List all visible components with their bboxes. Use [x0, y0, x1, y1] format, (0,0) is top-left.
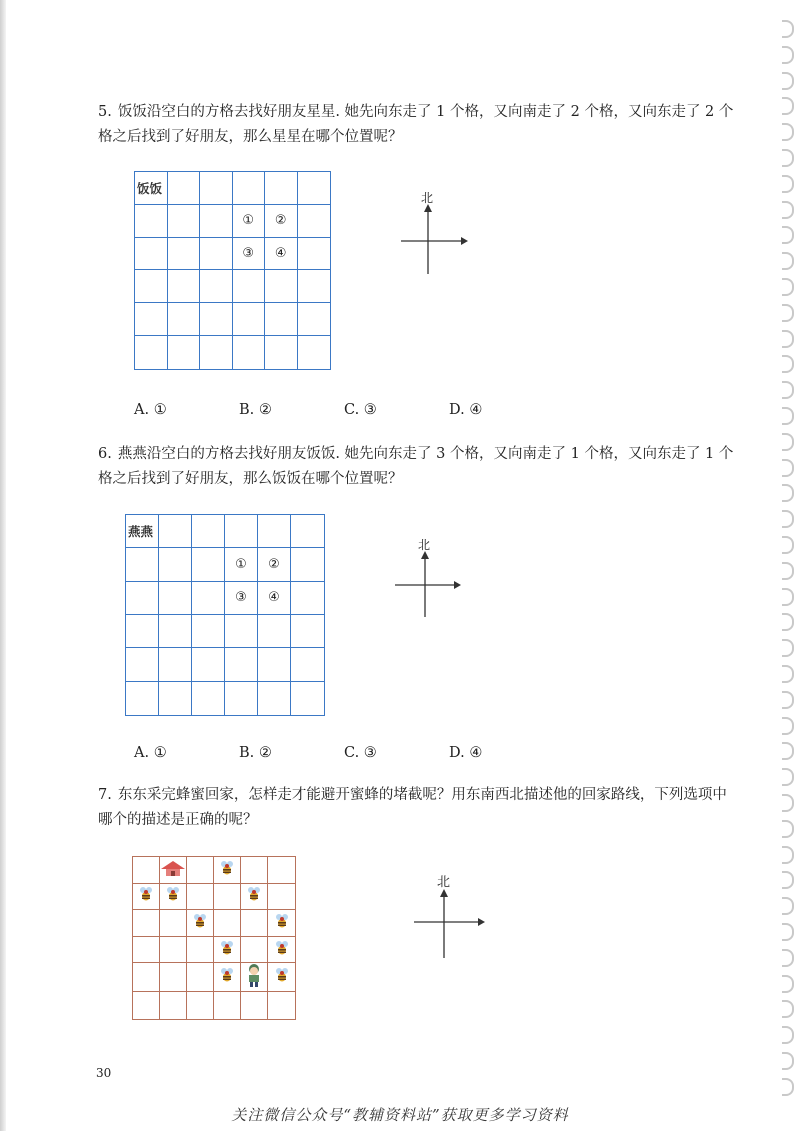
binding-ring: [782, 459, 794, 477]
binding-ring: [782, 97, 794, 115]
grid-cell: [168, 303, 201, 336]
binding-ring: [782, 20, 794, 38]
binding-ring: [782, 1026, 794, 1044]
grid-cell: [159, 615, 192, 648]
grid-cell: [265, 336, 298, 369]
grid-cell: [133, 857, 160, 884]
binding-ring: [782, 639, 794, 657]
binding-ring: [782, 613, 794, 631]
grid-cell: [291, 682, 324, 715]
grid-cell: [268, 992, 295, 1019]
grid-cell: [168, 205, 201, 238]
bee-icon: [220, 860, 234, 880]
grid-cell: [258, 648, 291, 681]
option-c[interactable]: C. ③: [344, 402, 377, 418]
grid-cell: [135, 270, 168, 303]
position-mark: ①: [235, 556, 247, 572]
question-text: 饭饭沿空白的方格去找好朋友星星. 她先向东走了 1 个格，又向南走了 2 个格，又向东走了 2 个格之后找到了好朋友，那么星星在哪个位置呢？: [98, 104, 734, 145]
binding-ring: [782, 252, 794, 270]
question-number: 7.: [98, 787, 112, 803]
binding-ring: [782, 562, 794, 580]
option-a[interactable]: A. ①: [134, 402, 167, 418]
question-text: 东东采完蜂蜜回家，怎样走才能避开蜜蜂的堵截呢？用东南西北描述他的回家路线，下列选项中哪个的描述是正确的呢？: [98, 787, 727, 828]
binding-ring: [782, 691, 794, 709]
grid-cell: [298, 270, 331, 303]
grid-cell: [214, 937, 241, 964]
grid-cell: [187, 937, 214, 964]
grid-cell: [159, 682, 192, 715]
grid-cell: [291, 515, 324, 548]
grid-cell: [214, 992, 241, 1019]
option-c[interactable]: C. ③: [344, 745, 377, 761]
bee-icon: [220, 940, 234, 960]
binding-ring: [782, 1000, 794, 1018]
binding-ring: [782, 226, 794, 244]
grid-cell: [225, 648, 258, 681]
grid-cell: [291, 615, 324, 648]
option-b[interactable]: B. ②: [239, 402, 272, 418]
bee-icon: [220, 967, 234, 987]
grid-cell: [241, 963, 268, 992]
binding-ring: [782, 975, 794, 993]
grid-cell: [200, 270, 233, 303]
grid-cell: [200, 303, 233, 336]
grid-cell: [160, 937, 187, 964]
grid-cell: [133, 992, 160, 1019]
grid-cell: [168, 270, 201, 303]
binding-ring: [782, 72, 794, 90]
bee-icon: [166, 886, 180, 906]
grid-cell: [192, 548, 225, 581]
position-mark: ①: [242, 213, 255, 229]
grid-cell: [192, 582, 225, 615]
start-label: 燕燕: [128, 524, 154, 539]
binding-ring: [782, 330, 794, 348]
question-number: 5.: [98, 104, 112, 120]
position-mark: ②: [268, 556, 280, 572]
grid-map: [134, 171, 331, 370]
spiral-binding: [776, 20, 794, 1110]
grid-map: [125, 514, 325, 716]
grid-cell: [200, 238, 233, 271]
question-7: [98, 783, 738, 833]
bee-icon: [275, 940, 289, 960]
grid-cell: [187, 992, 214, 1019]
grid-cell: [160, 884, 187, 911]
binding-ring: [782, 123, 794, 141]
binding-ring: [782, 846, 794, 864]
grid-cell: [258, 548, 291, 581]
position-mark: ②: [274, 213, 287, 229]
position-mark: ④: [274, 246, 287, 262]
grid-cell: [133, 937, 160, 964]
compass-icon: [395, 190, 470, 280]
binding-ring: [782, 278, 794, 296]
binding-ring: [782, 175, 794, 193]
grid-cell: [268, 910, 295, 937]
binding-ring: [782, 897, 794, 915]
option-d[interactable]: D. ④: [449, 402, 483, 418]
grid-cell: [233, 336, 266, 369]
binding-ring: [782, 871, 794, 889]
grid-cell: [241, 937, 268, 964]
grid-cell: [225, 682, 258, 715]
compass-icon: [392, 537, 467, 622]
grid-cell: [126, 582, 159, 615]
grid-cell: [225, 548, 258, 581]
binding-ring: [782, 433, 794, 451]
binding-ring: [782, 820, 794, 838]
grid-cell: [159, 582, 192, 615]
grid-cell: [126, 548, 159, 581]
grid-cell: [160, 857, 187, 884]
question-number: 6.: [98, 446, 112, 462]
binding-ring: [782, 923, 794, 941]
grid-cell: [268, 937, 295, 964]
grid-cell: [135, 205, 168, 238]
grid-cell: [187, 884, 214, 911]
grid-cell: [214, 910, 241, 937]
grid-cell: [160, 992, 187, 1019]
grid-cell: [298, 205, 331, 238]
start-label: 饭饭: [137, 181, 163, 196]
grid-cell: [268, 857, 295, 884]
grid-cell: [291, 548, 324, 581]
grid-cell: [233, 172, 266, 205]
bee-icon: [193, 913, 207, 933]
house-icon: [160, 859, 186, 881]
bee-icon: [275, 913, 289, 933]
grid-cell: [159, 548, 192, 581]
position-mark: ③: [235, 590, 247, 606]
grid-cell: [200, 172, 233, 205]
question-text: 燕燕沿空白的方格去找好朋友饭饭. 她先向东走了 3 个格，又向南走了 1 个格，又向东走了 1 个格之后找到了好朋友，那么饭饭在哪个位置呢？: [98, 446, 734, 487]
grid-cell: [133, 884, 160, 911]
grid-cell: [233, 303, 266, 336]
bee-icon: [139, 886, 153, 906]
grid-cell: [265, 270, 298, 303]
option-a[interactable]: A. ①: [134, 745, 167, 761]
answer-options: [134, 402, 554, 418]
question-5: [98, 100, 738, 150]
grid-cell: [135, 238, 168, 271]
grid-cell: [187, 910, 214, 937]
grid-cell: [192, 648, 225, 681]
grid-cell: [225, 582, 258, 615]
grid-cell: [133, 910, 160, 937]
binding-ring: [782, 717, 794, 735]
grid-cell: [187, 857, 214, 884]
grid-cell: [258, 682, 291, 715]
grid-cell: [160, 910, 187, 937]
grid-cell: [133, 963, 160, 992]
page-edge: [0, 0, 6, 1131]
grid-cell: [214, 857, 241, 884]
binding-ring: [782, 201, 794, 219]
binding-ring: [782, 46, 794, 64]
grid-cell: [233, 238, 266, 271]
grid-cell: [265, 172, 298, 205]
grid-cell: [192, 682, 225, 715]
grid-cell: [135, 303, 168, 336]
compass-icon: [410, 872, 490, 962]
grid-cell: [298, 238, 331, 271]
grid-cell: [200, 205, 233, 238]
grid-cell: [168, 238, 201, 271]
grid-cell: [268, 884, 295, 911]
binding-ring: [782, 588, 794, 606]
position-mark: ④: [268, 590, 280, 606]
grid-cell: [135, 172, 168, 205]
grid-cell: [126, 648, 159, 681]
grid-cell: [241, 992, 268, 1019]
binding-ring: [782, 1078, 794, 1096]
boy-icon: [245, 963, 263, 991]
grid-cell: [241, 857, 268, 884]
binding-ring: [782, 510, 794, 528]
binding-ring: [782, 768, 794, 786]
binding-ring: [782, 304, 794, 322]
north-label: 北: [418, 538, 431, 552]
grid-cell: [159, 515, 192, 548]
grid-cell: [298, 303, 331, 336]
binding-ring: [782, 742, 794, 760]
grid-cell: [241, 884, 268, 911]
grid-cell: [225, 515, 258, 548]
grid-cell: [192, 515, 225, 548]
grid-cell: [160, 963, 187, 992]
page-number: 30: [96, 1066, 112, 1080]
grid-cell: [225, 615, 258, 648]
grid-cell: [265, 205, 298, 238]
grid-cell: [291, 648, 324, 681]
binding-ring: [782, 665, 794, 683]
grid-cell: [298, 172, 331, 205]
grid-cell: [126, 515, 159, 548]
grid-cell: [135, 336, 168, 369]
binding-ring: [782, 407, 794, 425]
grid-cell: [265, 238, 298, 271]
bee-grid-map: [132, 856, 296, 1020]
grid-cell: [187, 963, 214, 992]
grid-cell: [168, 172, 201, 205]
grid-cell: [241, 910, 268, 937]
footer-note: 关注微信公众号“教辅资料站”获取更多学习资料: [231, 1106, 569, 1124]
grid-cell: [258, 582, 291, 615]
grid-cell: [298, 336, 331, 369]
grid-cell: [126, 682, 159, 715]
option-b[interactable]: B. ②: [239, 745, 272, 761]
grid-cell: [168, 336, 201, 369]
binding-ring: [782, 484, 794, 502]
grid-cell: [258, 615, 291, 648]
grid-cell: [159, 648, 192, 681]
binding-ring: [782, 949, 794, 967]
bee-icon: [247, 886, 261, 906]
binding-ring: [782, 1052, 794, 1070]
binding-ring: [782, 355, 794, 373]
grid-cell: [268, 963, 295, 992]
grid-cell: [233, 270, 266, 303]
grid-cell: [126, 615, 159, 648]
grid-cell: [214, 884, 241, 911]
grid-cell: [200, 336, 233, 369]
north-label: 北: [437, 875, 451, 890]
grid-cell: [265, 303, 298, 336]
answer-options: [134, 745, 554, 761]
binding-ring: [782, 381, 794, 399]
question-6: [98, 442, 738, 492]
option-d[interactable]: D. ④: [449, 745, 483, 761]
grid-cell: [291, 582, 324, 615]
grid-cell: [258, 515, 291, 548]
grid-cell: [214, 963, 241, 992]
grid-cell: [233, 205, 266, 238]
binding-ring: [782, 794, 794, 812]
binding-ring: [782, 536, 794, 554]
grid-cell: [192, 615, 225, 648]
bee-icon: [275, 967, 289, 987]
binding-ring: [782, 149, 794, 167]
position-mark: ③: [242, 246, 255, 262]
north-label: 北: [421, 191, 434, 205]
